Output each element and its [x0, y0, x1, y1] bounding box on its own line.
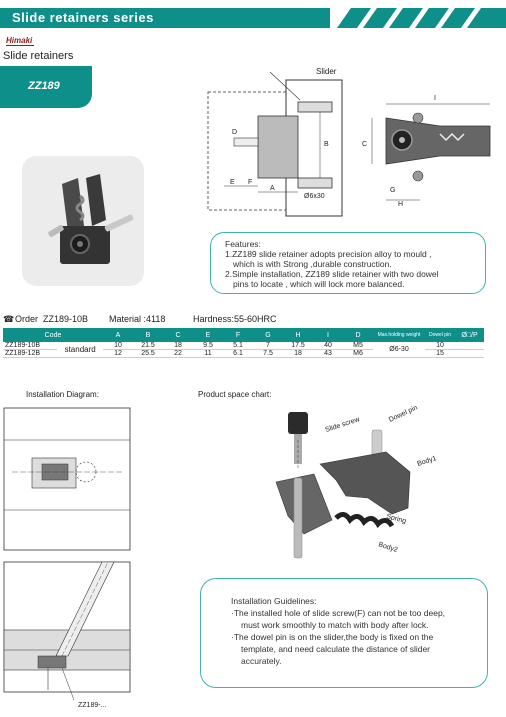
features-line: pins to locate , which will lock more balanced. [233, 279, 405, 289]
label-g: G [390, 187, 396, 194]
cell-c: 18 [163, 342, 193, 350]
label-f: F [248, 179, 253, 186]
label-body1: Body1 [416, 455, 438, 468]
label-d: D [232, 129, 238, 136]
cell-c: 22 [163, 350, 193, 358]
col-code: Code [3, 328, 103, 342]
cell-h: 17.5 [283, 342, 313, 350]
guidelines-line: accurately. [241, 656, 282, 666]
cell-code: ZZ189-12B [3, 350, 57, 358]
material: Material :4118 [109, 314, 166, 324]
guidelines-line: must work smoothly to match with body after lock. [241, 620, 429, 630]
features-heading: Features: [225, 239, 261, 249]
cell-g: 7 [253, 342, 283, 350]
cell-a: 10 [103, 342, 133, 350]
product-space-title: Product space chart: [198, 390, 272, 399]
col-misc: Ø□/P [455, 328, 484, 342]
col-dowel-pin: Dowel pin [425, 328, 455, 342]
table-header-row [3, 328, 484, 342]
cell-f: 5.1 [223, 342, 253, 350]
cell-dowel: 10 [425, 342, 455, 350]
installation-callout: ZZ189-... [78, 702, 107, 709]
label-slide-screw: Slide screw [324, 416, 361, 434]
cell-b: 25.5 [133, 350, 163, 358]
phone-icon: ☎ [3, 314, 15, 324]
features-line: which is with Strong ,durable construction. [233, 259, 392, 269]
guidelines-line: ·The installed hole of slide screw(F) can not be too deep, [231, 608, 446, 618]
cell-misc [455, 350, 484, 358]
cell-h: 18 [283, 350, 313, 358]
model-label: ZZ189 [28, 80, 60, 92]
label-c: C [362, 141, 368, 148]
label-bolt: Ø6x30 [304, 193, 325, 200]
features-line: 2.Simple installation, ZZ189 slide retainer with two dowel [225, 269, 439, 279]
label-spring: Spring [385, 513, 407, 526]
col-h: H [283, 328, 313, 342]
cell-code: ZZ189-10B [3, 342, 57, 350]
col-f: F [223, 328, 253, 342]
cell-d: M5 [343, 342, 373, 350]
installation-diagram-title: Installation Diagram: [26, 390, 99, 399]
col-b: B [133, 328, 163, 342]
model-tab [0, 66, 92, 108]
label-b: B [324, 141, 329, 148]
label-a: A [270, 185, 275, 192]
cell-holding-weight: Ø6-30 [373, 342, 425, 358]
header-bar [0, 8, 506, 28]
order-code: ZZ189-10B [43, 314, 89, 324]
product-space-chart [196, 400, 496, 570]
installation-diagram [2, 400, 152, 710]
cell-i: 43 [313, 350, 343, 358]
product-photo-illustration [22, 156, 144, 286]
cell-type: standard [57, 342, 103, 358]
label-dowel-pin: Dowel pin [387, 404, 419, 424]
col-g: G [253, 328, 283, 342]
guidelines-heading: Installation Guidelines: [231, 596, 317, 606]
label-h: H [398, 201, 404, 208]
installation-guidelines-box [200, 578, 488, 688]
brand-logo: Himaki [6, 36, 33, 45]
cell-i: 40 [313, 342, 343, 350]
features-box [210, 232, 486, 294]
page-subtitle: Slide retainers [3, 50, 74, 62]
label-slider: Slider [316, 67, 337, 76]
cell-e: 11 [193, 350, 223, 358]
page-title: Slide retainers series [12, 10, 154, 25]
table-row [3, 342, 484, 350]
hardness: Hardness:55-60HRC [193, 314, 277, 324]
col-d: D [343, 328, 373, 342]
label-e: E [230, 179, 235, 186]
cell-dowel: 15 [425, 350, 455, 358]
col-c: C [163, 328, 193, 342]
cell-g: 7.5 [253, 350, 283, 358]
product-photo [22, 156, 144, 286]
order-row [3, 314, 503, 326]
cell-e: 9.5 [193, 342, 223, 350]
features-line: 1.ZZ189 slide retainer adopts precision alloy to mould , [225, 249, 432, 259]
cell-d: M6 [343, 350, 373, 358]
cell-f: 6.1 [223, 350, 253, 358]
cell-b: 21.5 [133, 342, 163, 350]
cell-misc [455, 342, 484, 350]
col-a: A [103, 328, 133, 342]
col-i: I [313, 328, 343, 342]
label-i: I [434, 95, 436, 102]
guidelines-line: template, and need calculate the distance of slider [241, 644, 431, 654]
guidelines-line: ·The dowel pin is on the slider,the body is fixed on the [231, 632, 434, 642]
cell-a: 12 [103, 350, 133, 358]
label-body2: Body2 [377, 541, 399, 555]
spec-table [3, 328, 484, 358]
dimension-drawing [200, 60, 500, 220]
order-label: Order [15, 314, 39, 324]
col-e: E [193, 328, 223, 342]
col-holding-weight: Max.holding weight [373, 328, 425, 342]
